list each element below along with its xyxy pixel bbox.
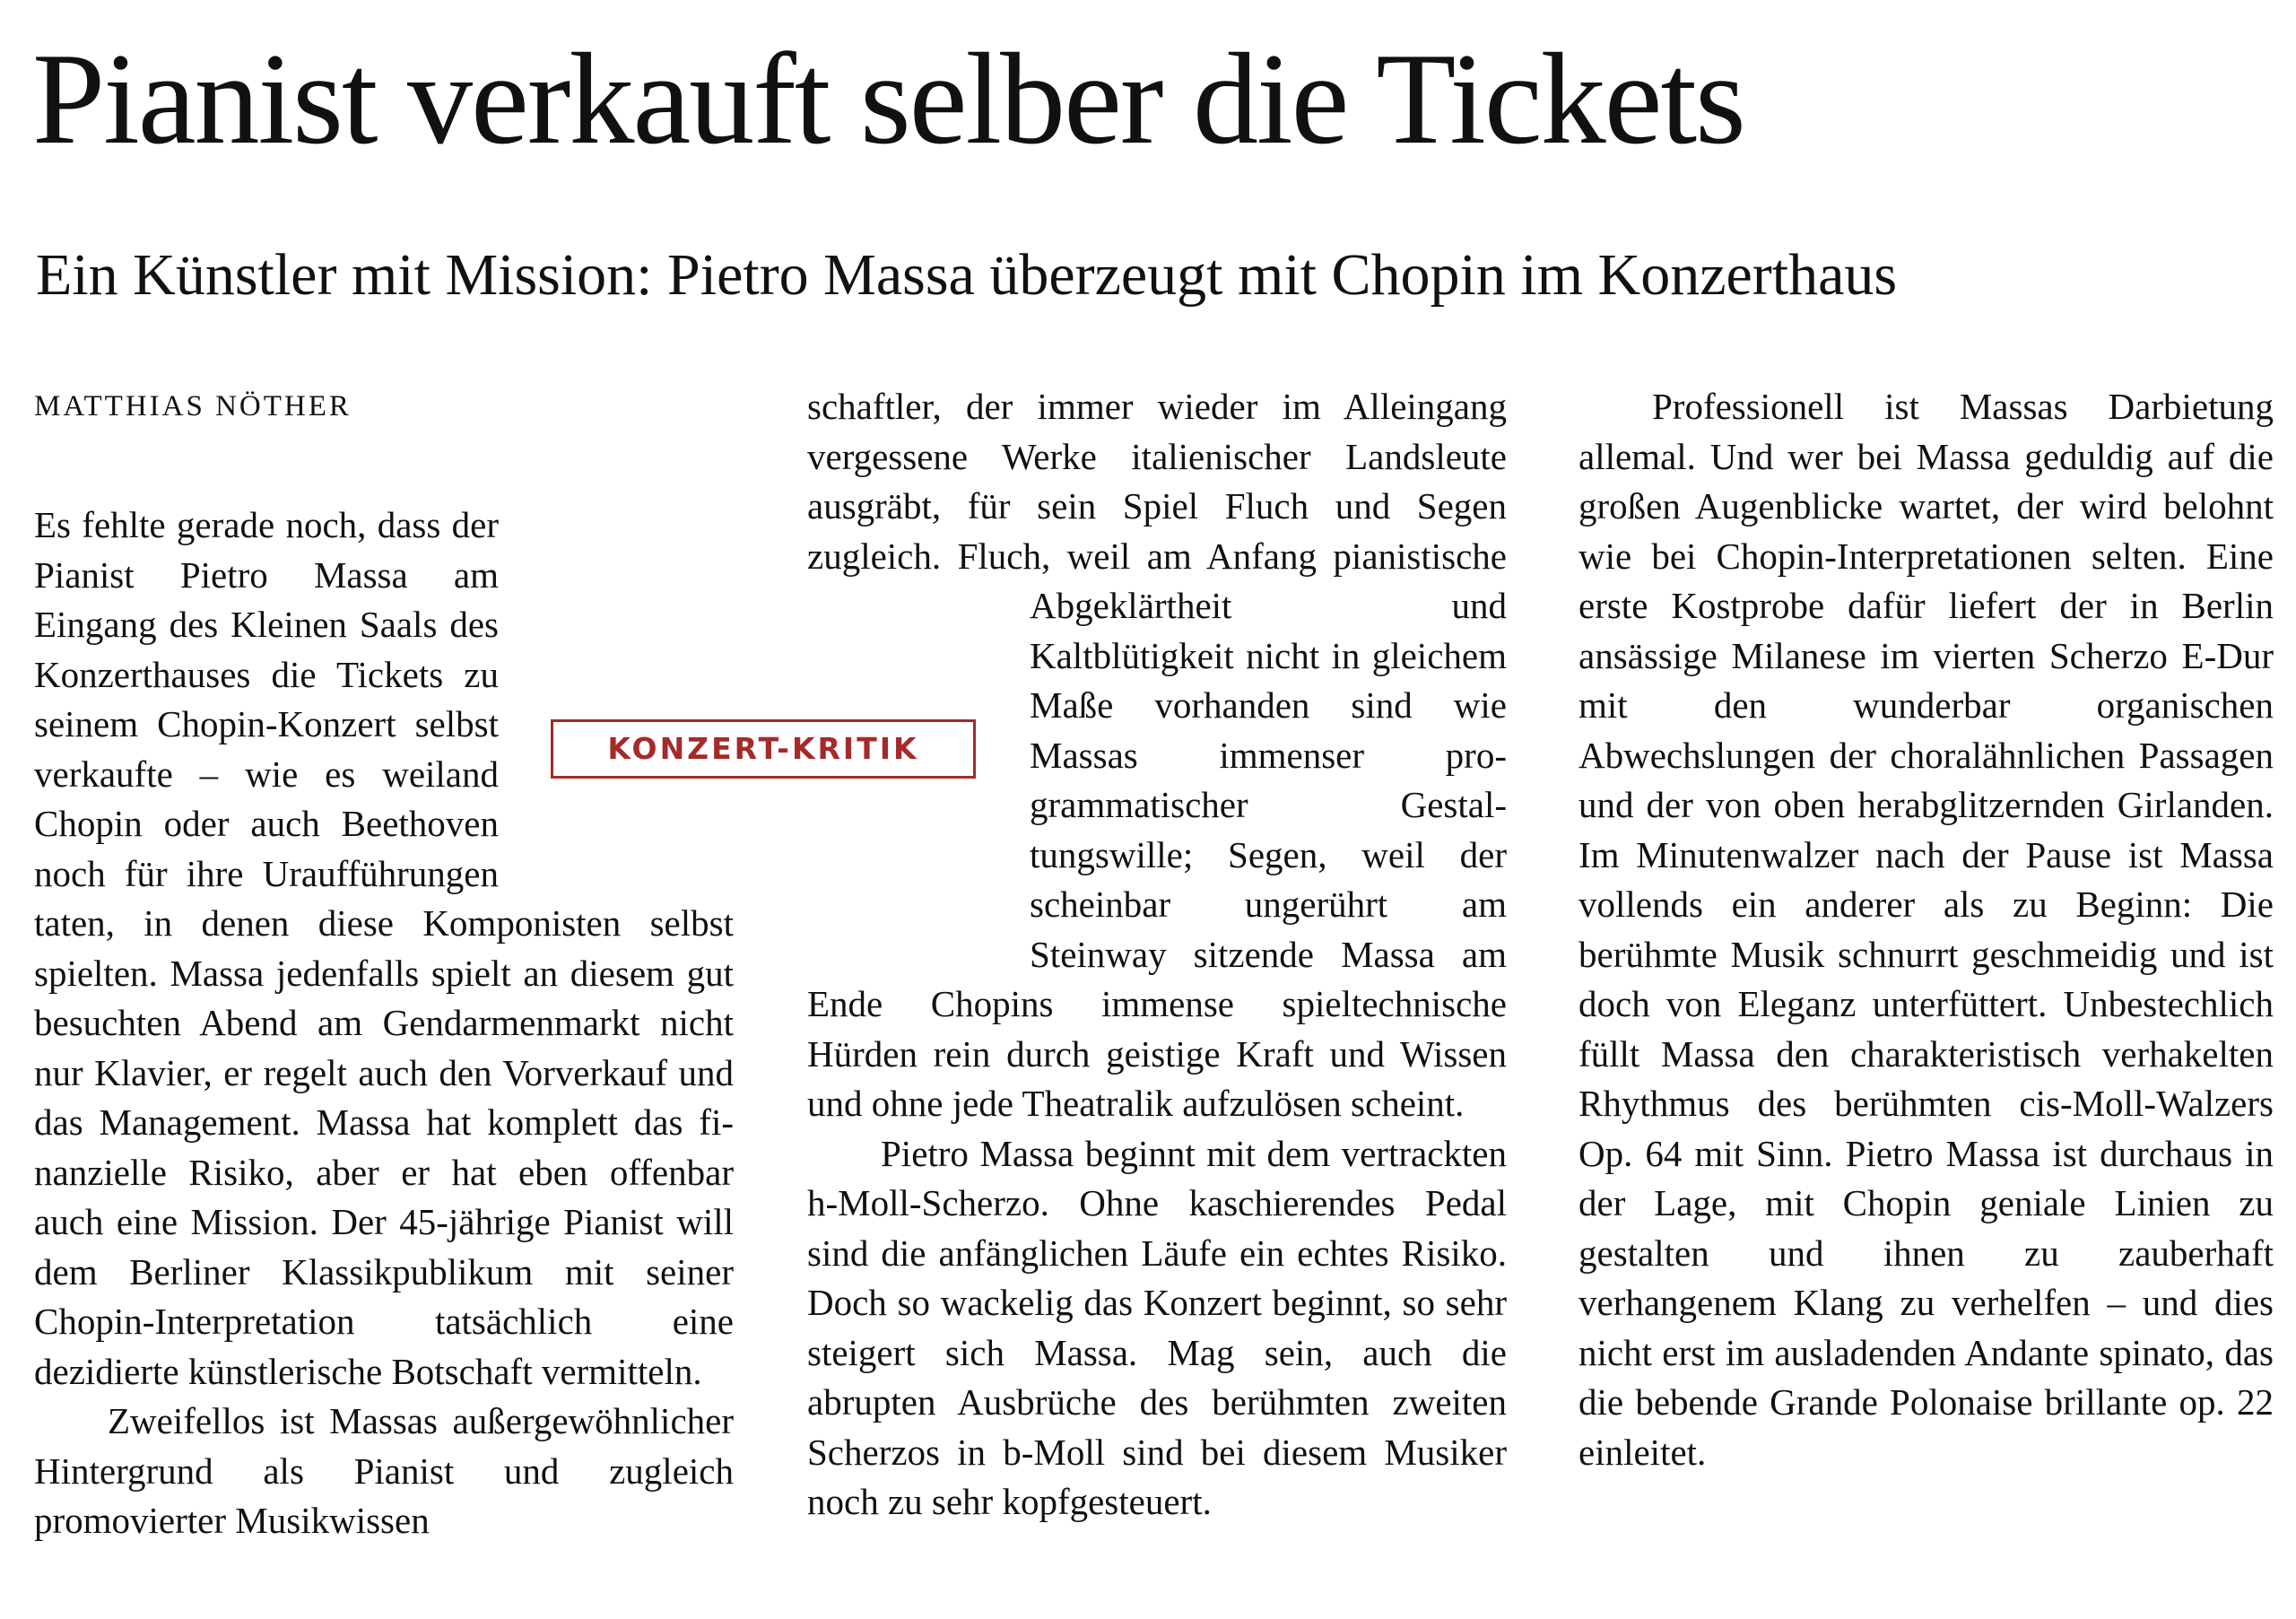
article-column-3 — [1578, 382, 2274, 1477]
subheadline: Ein Künstler mit Mission: Pietro Massa überzeugt mit Chopin im Konzerthaus — [36, 242, 1898, 308]
article-column-1 — [34, 382, 734, 1546]
paragraph: Zweifellos ist Massas außergewöhnlicher Hintergrund als Pianist und zugleich promovierter Musikwissen — [34, 1400, 734, 1541]
paragraph: Pietro Massa beginnt mit dem vertrackten h-Moll-Scherzo. Ohne kaschierendes Pedal sind die anfänglichen Läufe ein echtes Risiko. Doch so wackelig das Konzert beginnt, so sehr steigert sich Massa. Mag sein, auch die abrupten Ausbrüche des berühmten zweiten Scherzos in b-Moll sind bei diesem Musiker noch zu sehr kopfgesteuert. — [807, 1132, 1507, 1522]
byline: MATTHIAS NÖTHER — [34, 390, 352, 422]
paragraph-text: Es fehlte gerade noch, dass der Pianist Pietro Massa am Eingang des Kleinen Saals des Konzerthauses die Tickets zu seinem Chopin-Konzert selbst verkaufte – wie es weiland Chopin oder auch Beethoven noch für ihre Uraufführungen taten, in denen diese Komponisten selbst spielten. Massa jedenfalls spielt an diesem gut besuchten Abend am Gendarmenmarkt nicht nur Klavier, er regelt auch den Vorverkauf und das Management. Massa hat komplett das finanzielle Risiko, aber er hat eben offenbar auch eine Mission. Der 45-jährige Pianist will dem Berliner Klassikpublikum mit seiner Chopin-Interpretation tatsächlich eine dezidierte künstlerische Botschaft vermitteln. — [34, 504, 734, 1392]
paragraph — [34, 500, 734, 1397]
section-kicker-label: KONZERT-KRITIK — [551, 719, 976, 779]
paragraph: schaftler, der immer wieder im Alleingang vergessene Werke italienischer Landsleute ausgräbt, für sein Spiel Fluch und Segen zugleich. Fluch, weil am Anfang pianistische Abgeklärtheit und Kaltblütigkeit nicht in gleichem Maße vorhanden sind wie Massas immenser programmatischer Gestaltungswille; Segen, weil der scheinbar ungerührt am Steinway sitzende Massa am Ende Chopins immense spieltechnische Hürden rein durch geistige Kraft und Wissen und ohne jede Theatralik aufzulösen scheint. — [807, 386, 1507, 1124]
headline: Pianist verkauft selber die Tickets — [32, 26, 1744, 171]
article-column-2 — [807, 382, 1507, 1528]
paragraph: Professionell ist Massas Darbietung allemal. Und wer bei Massa geduldig auf die großen Augenblicke wartet, der wird belohnt wie bei Chopin-Interpretationen selten. Eine erste Kostprobe dafür liefert der in Berlin ansässige Milanese im vierten Scherzo E-Dur mit den wunderbar organischen Abwechslungen der choralähnlichen Passagen und der von oben herabglitzernden Girlanden. Im Minutenwalzer nach der Pause ist Massa vollends ein anderer als zu Beginn: Die berühmte Musik schnurrt geschmeidig und ist doch von Eleganz unterfüttert. Unbestechlich füllt Massa den charakteristisch verhakelten Rhythmus des berühmten cis-Moll-Walzers Op. 64 mit Sinn. Pietro Massa ist durchaus in der Lage, mit Chopin geniale Linien zu gestalten und ihnen zu zauberhaft verhangenem Klang zu verhelfen – und dies nicht erst im ausladenden Andante spinato, das die bebende Grande Polonaise brillante op. 22 einleitet. — [1578, 386, 2274, 1473]
